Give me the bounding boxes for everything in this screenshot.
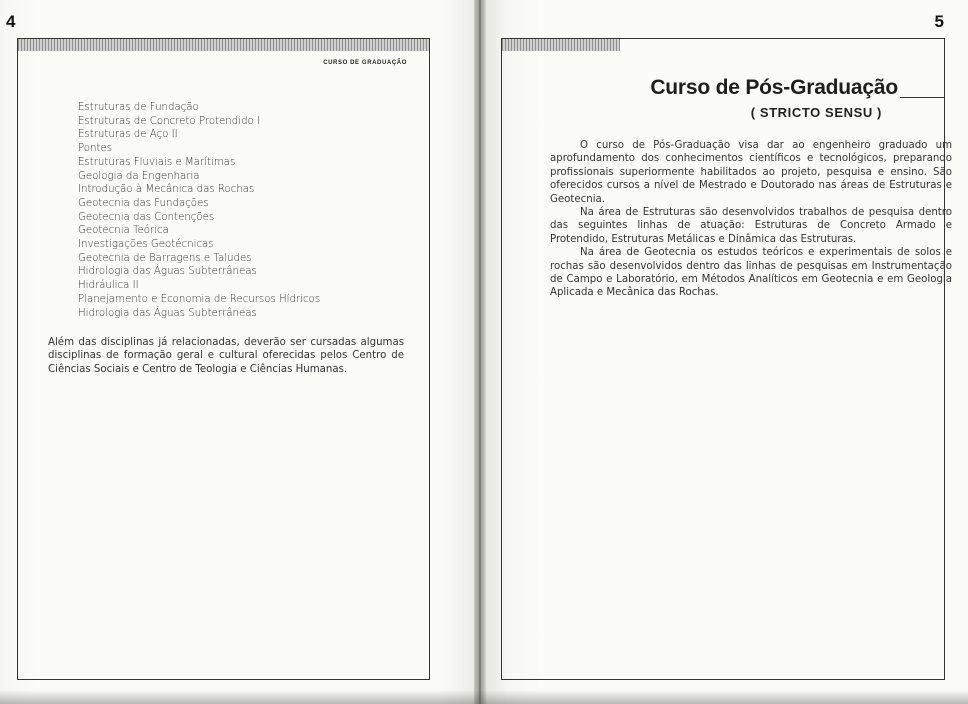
list-item: Estruturas Fluviais e Marítimas: [78, 156, 236, 168]
page-title: Curso de Pós-Graduação: [650, 76, 898, 99]
paragraph: O curso de Pós-Graduação visa dar ao engenheiro graduado um aprofundamento dos conhecimentos científicos e tecnológicos, preparando profissionais superiormente habilitados ao projeto, pesquisa e ensino. São oferecidos cursos a nível de Mestrado e Doutorado nas áreas de Estruturas e Geotecnia.: [550, 140, 952, 205]
page-shadow: [0, 690, 968, 704]
hatched-header-bar: [502, 39, 620, 51]
paragraph: Na área de Geotecnia os estudos teóricos e experimentais de solos e rochas são desenvolvidos dentro das linhas de pesquisas em Instrumentação de Campo e Laboratório, em Métodos Analíticos em Geotecnia e em Geologia Aplicada e Mecânica das Rochas.: [550, 247, 952, 299]
right-page: [484, 0, 968, 704]
list-item: Geotecnia Teórica: [78, 225, 169, 237]
list-item: Geotecnia das Contenções: [78, 211, 215, 223]
list-item: Estruturas de Concreto Protendido I: [78, 115, 261, 127]
book-gutter: [474, 0, 486, 704]
list-item: Investigações Geotécnicas: [78, 239, 214, 251]
list-item: Estruturas de Fundação: [78, 102, 199, 113]
closing-paragraph: Além das disciplinas já relacionadas, deverão ser cursadas algumas disciplinas de formação geral e cultural oferecidas pelos Centro de Ciências Sociais e Centro de Teologia e Ciências Humanas.: [48, 337, 404, 375]
list-item: Geologia da Engenharia: [78, 170, 200, 182]
page-number-right: 5: [934, 12, 944, 31]
list-item: Geotecnia de Barragens e Taludes: [78, 252, 252, 264]
paragraph: Na área de Estruturas são desenvolvidos trabalhos de pesquisa dentro das seguintes linhas de atuação: Estruturas de Concreto Armado e Protendido, Estruturas Metálicas e Dinâmica das Estruturas.: [550, 207, 952, 245]
running-head: CURSO DE GRADUAÇÃO: [323, 60, 407, 66]
list-item: Hidráulica II: [78, 280, 139, 292]
page-number-left: 4: [6, 12, 16, 31]
right-page-frame: [501, 38, 952, 680]
left-page: [0, 0, 476, 704]
list-item: Hidrologia das Águas Subterrâneas: [78, 266, 257, 278]
list-item: Geotecnia das Fundações: [78, 197, 209, 209]
left-page-frame: [17, 38, 430, 680]
list-item: Estruturas de Aço II: [78, 129, 178, 141]
list-item: Pontes: [78, 143, 113, 155]
list-item: Introdução à Mecânica das Rochas: [78, 184, 255, 196]
hatched-header-bar: [18, 39, 429, 51]
list-item: Hidrologia das Águas Subterrâneas: [78, 307, 257, 319]
course-list: [78, 101, 320, 320]
body-text: [550, 139, 952, 300]
page-subtitle: ( STRICTO SENSU ): [750, 105, 882, 120]
list-item: Planejamento e Economia de Recursos Hídricos: [78, 293, 321, 305]
